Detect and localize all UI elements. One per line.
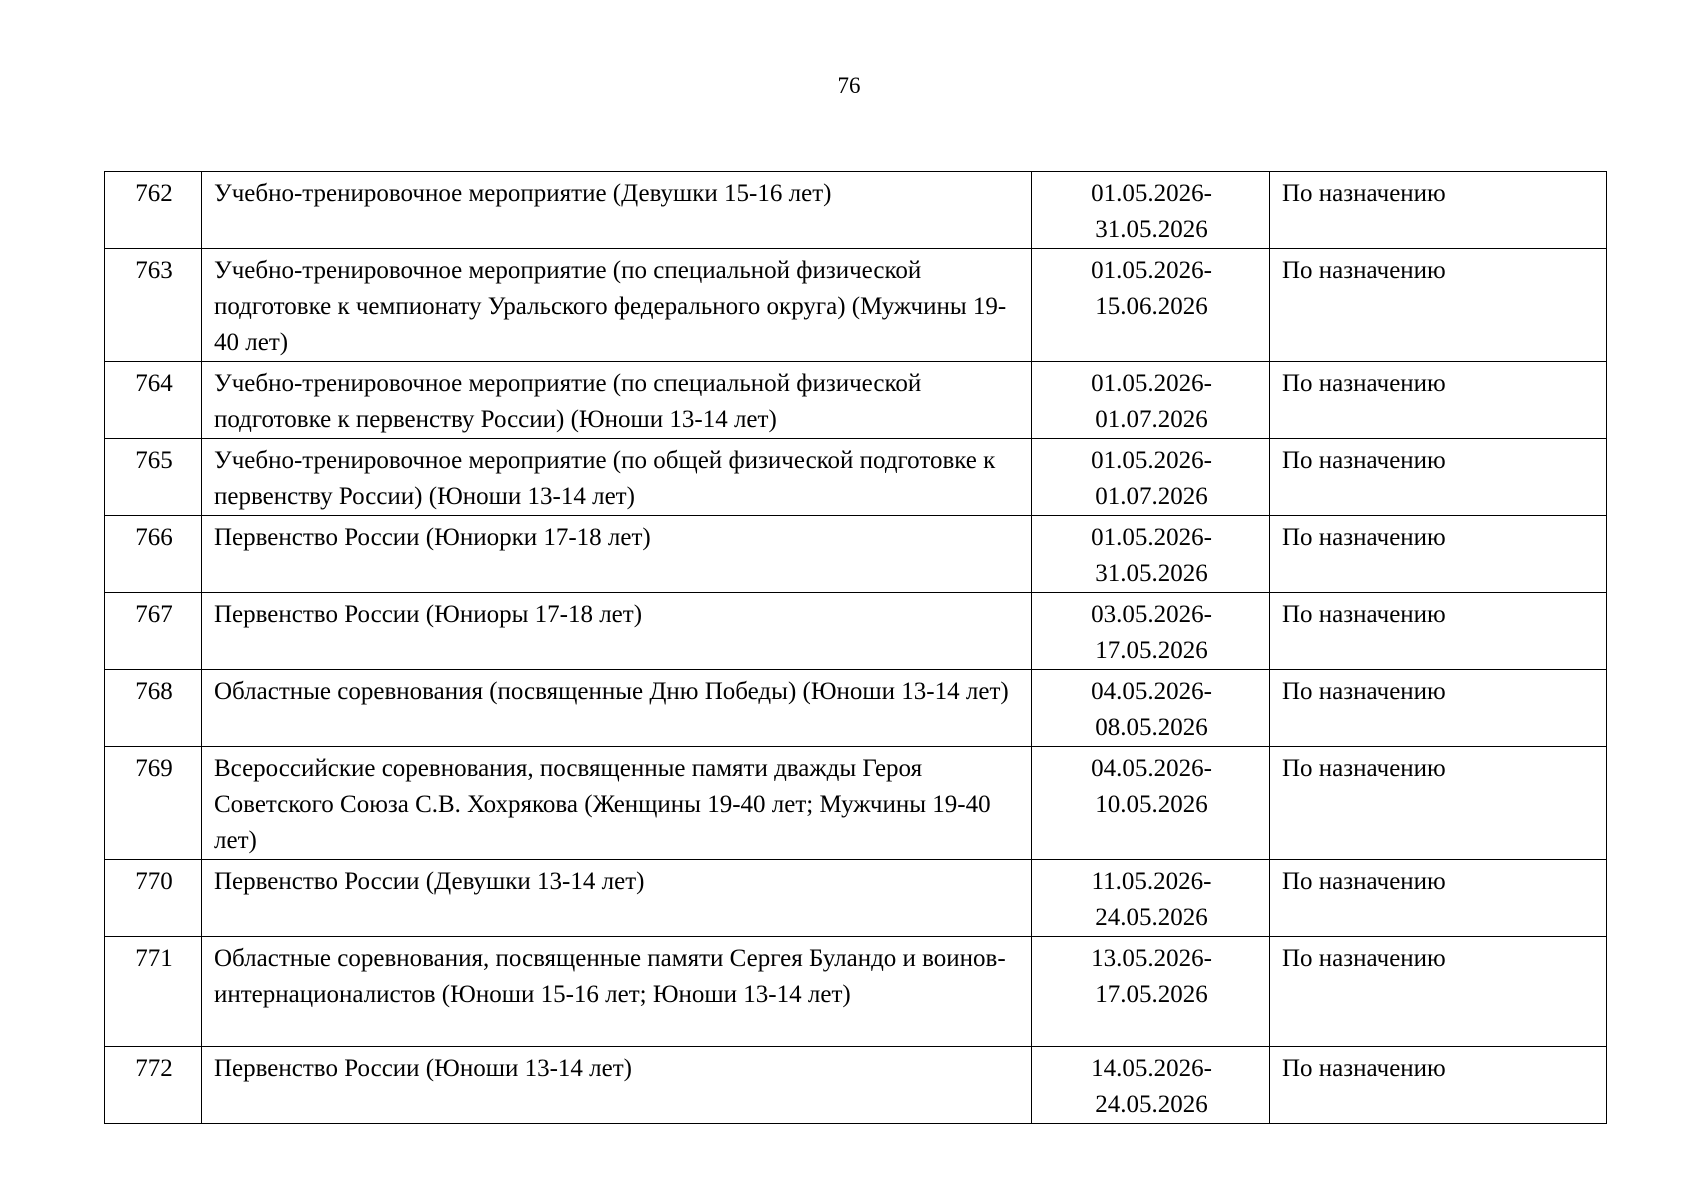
table-row — [105, 860, 1607, 937]
event-place: По назначению — [1270, 439, 1607, 516]
event-place: По назначению — [1270, 747, 1607, 860]
row-number: 765 — [105, 439, 202, 516]
row-number: 772 — [105, 1047, 202, 1124]
event-dates: 01.05.2026-15.06.2026 — [1032, 249, 1270, 362]
event-name: Учебно-тренировочное мероприятие (Девушки 15-16 лет) — [202, 172, 1032, 249]
row-number: 767 — [105, 593, 202, 670]
row-number: 771 — [105, 937, 202, 1047]
table-row — [105, 670, 1607, 747]
event-dates: 04.05.2026-10.05.2026 — [1032, 747, 1270, 860]
event-place: По назначению — [1270, 860, 1607, 937]
table-row — [105, 362, 1607, 439]
event-dates: 14.05.2026-24.05.2026 — [1032, 1047, 1270, 1124]
event-dates: 01.05.2026-31.05.2026 — [1032, 516, 1270, 593]
event-dates: 11.05.2026-24.05.2026 — [1032, 860, 1270, 937]
event-place: По назначению — [1270, 362, 1607, 439]
event-dates: 01.05.2026-01.07.2026 — [1032, 362, 1270, 439]
event-place: По назначению — [1270, 172, 1607, 249]
event-name: Первенство России (Юниорки 17-18 лет) — [202, 516, 1032, 593]
event-name: Областные соревнования, посвященные памяти Сергея Буландо и воинов-интернационалистов (Юноши 15-16 лет; Юноши 13-14 лет) — [202, 937, 1032, 1047]
event-dates: 04.05.2026-08.05.2026 — [1032, 670, 1270, 747]
row-number: 769 — [105, 747, 202, 860]
table-row — [105, 172, 1607, 249]
events-table — [104, 171, 1607, 1124]
table-row — [105, 1047, 1607, 1124]
row-number: 766 — [105, 516, 202, 593]
row-number: 762 — [105, 172, 202, 249]
event-place: По назначению — [1270, 1047, 1607, 1124]
event-dates: 01.05.2026-01.07.2026 — [1032, 439, 1270, 516]
table-row — [105, 249, 1607, 362]
event-name: Учебно-тренировочное мероприятие (по общей физической подготовке к первенству России) (Юноши 13-14 лет) — [202, 439, 1032, 516]
row-number: 768 — [105, 670, 202, 747]
table-row — [105, 439, 1607, 516]
page-number: 76 — [837, 73, 861, 98]
event-place: По назначению — [1270, 593, 1607, 670]
event-dates: 01.05.2026-31.05.2026 — [1032, 172, 1270, 249]
event-name: Всероссийские соревнования, посвященные памяти дважды Героя Советского Союза С.В. Хохрякова (Женщины 19-40 лет; Мужчины 19-40 лет) — [202, 747, 1032, 860]
event-place: По назначению — [1270, 937, 1607, 1047]
table-row — [105, 516, 1607, 593]
event-name: Учебно-тренировочное мероприятие (по специальной физической подготовке к чемпионату Уральского федерального округа) (Мужчины 19-40 лет) — [202, 249, 1032, 362]
row-number: 763 — [105, 249, 202, 362]
row-number: 770 — [105, 860, 202, 937]
event-name: Первенство России (Девушки 13-14 лет) — [202, 860, 1032, 937]
event-place: По назначению — [1270, 516, 1607, 593]
row-number: 764 — [105, 362, 202, 439]
event-dates: 03.05.2026-17.05.2026 — [1032, 593, 1270, 670]
event-place: По назначению — [1270, 249, 1607, 362]
event-place: По назначению — [1270, 670, 1607, 747]
event-name: Первенство России (Юноши 13-14 лет) — [202, 1047, 1032, 1124]
event-name: Областные соревнования (посвященные Дню Победы) (Юноши 13-14 лет) — [202, 670, 1032, 747]
table-row — [105, 747, 1607, 860]
table-row — [105, 937, 1607, 1047]
event-name: Учебно-тренировочное мероприятие (по специальной физической подготовке к первенству России) (Юноши 13-14 лет) — [202, 362, 1032, 439]
event-name: Первенство России (Юниоры 17-18 лет) — [202, 593, 1032, 670]
table-row — [105, 593, 1607, 670]
event-dates: 13.05.2026-17.05.2026 — [1032, 937, 1270, 1047]
